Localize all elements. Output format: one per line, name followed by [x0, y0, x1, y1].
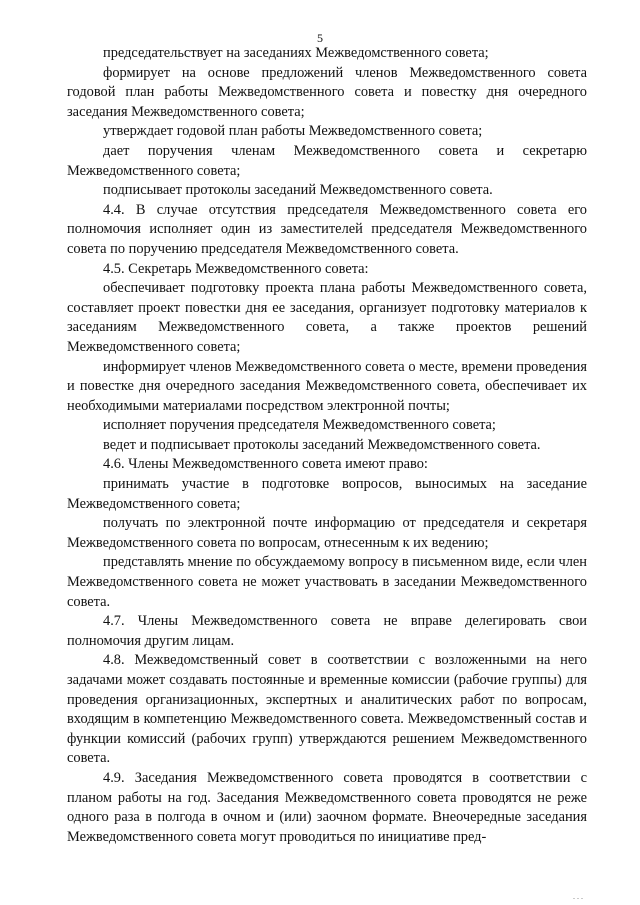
page-number: 5 — [317, 31, 323, 45]
paragraph: 4.5. Секретарь Межведомственного совета: — [103, 260, 369, 277]
paragraph: ведет и подписывает протоколы заседаний Межведомственного совета. — [103, 436, 541, 453]
paragraph: представлять мнение по обсуждаемому вопросу в письменном виде, если член Межведомственного совета не может участвовать в заседании Межведомственного совета. — [67, 554, 587, 610]
footer-mark: . . . — [573, 892, 583, 901]
paragraph: 4.6. Члены Межведомственного совета имеют право: — [103, 456, 428, 473]
paragraph: 4.4. В случае отсутствия председателя Межведомственного совета его полномочия исполняет один из заместителей председателя Межведомственного совета по поручению председателя Межведомственного совета. — [67, 201, 587, 257]
paragraph: принимать участие в подготовке вопросов, выносимых на заседание Межведомственного совета; — [67, 476, 587, 512]
paragraph: получать по электронной почте информацию от председателя и секретаря Межведомственного совета по вопросам, отнесенным к их ведению; — [67, 515, 587, 551]
paragraph: 4.8. Межведомственный совет в соответствии с возложенными на него задачами может создавать постоянные и временные комиссии (рабочие группы) для проведения организационных, экспертных и аналитических работ по вопросам, входящим в компетенцию Межведомственного совета. Межведомственный состав и функции комиссий (рабочих групп) утверждаются решением Межведомственного совета. — [67, 652, 587, 767]
paragraph: 4.7. Члены Межведомственного совета не вправе делегировать свои полномочия другим лицам. — [67, 613, 587, 649]
paragraph: 4.9. Заседания Межведомственного совета проводятся в соответствии с планом работы на год. Заседания Межведомственного совета проводятся не реже одного раза в полгода в очном и (или) заочном формате. Внеочередные заседания Межведомственного совета могут проводиться по инициативе пред- — [67, 769, 587, 845]
paragraph: дает поручения членам Межведомственного совета и секретарю Межведомственного совета; — [67, 142, 587, 179]
paragraph: исполняет поручения председателя Межведомственного совета; — [103, 417, 496, 434]
paragraph: утверждает годовой план работы Межведомственного совета; — [103, 123, 483, 140]
paragraph: формирует на основе предложений членов Межведомственного совета годовой план работы Межведомственного совета и повестку дня очередного заседания Межведомственного совета; — [67, 64, 587, 120]
paragraph: подписывает протоколы заседаний Межведомственного совета. — [103, 182, 493, 199]
document-body — [67, 44, 587, 847]
paragraph: председательствует на заседаниях Межведомственного совета; — [103, 45, 489, 61]
paragraph: обеспечивает подготовку проекта плана работы Межведомственного совета, составляет проект повестки дня ее заседания, организует подготовку материалов к заседаниям Межведомственного совета, а также проектов решений Межведомственного совета; — [67, 280, 587, 355]
paragraph: информирует членов Межведомственного совета о месте, времени проведения и повестке дня очередного заседания Межведомственного совета, обеспечивает их необходимыми материалами посредством электронной почты; — [67, 358, 587, 414]
